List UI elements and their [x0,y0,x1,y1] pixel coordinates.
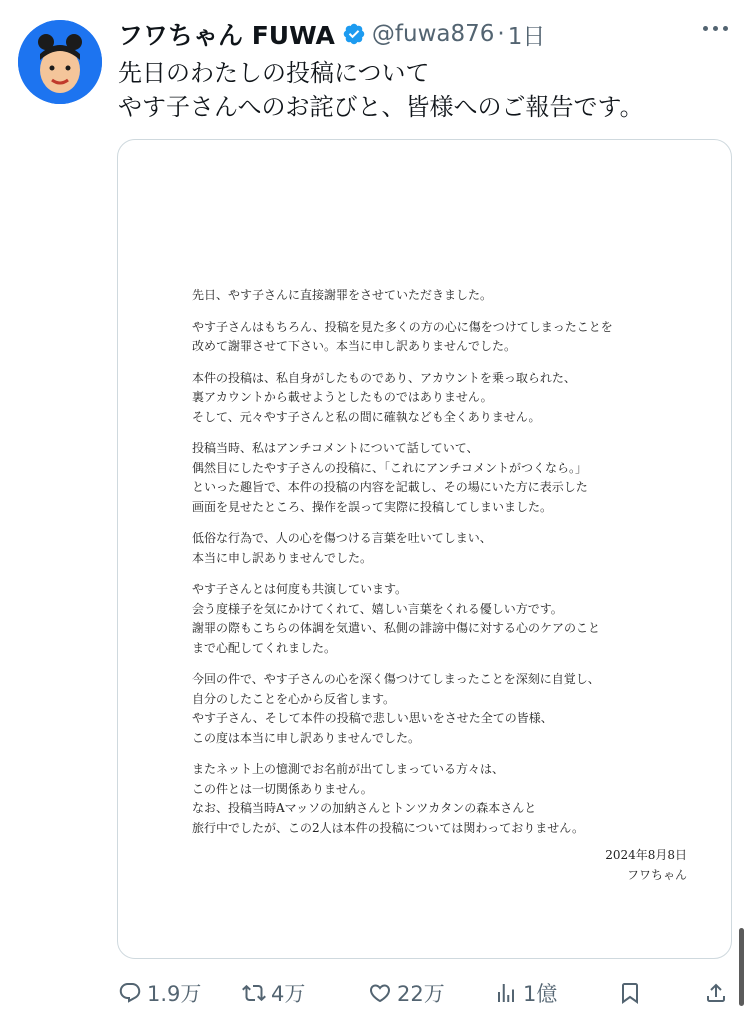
letter-paragraph [192,369,682,428]
letter-date: 2024年8月8日 [605,848,687,862]
letter-line: 謝罪の際もこちらの体調を気遣い、私側の誹謗中傷に対する心のケアのこと [192,621,601,635]
letter-paragraph [192,286,682,306]
action-bar [118,976,736,1010]
letter-line: 裏アカウントから載せようとしたものではありません。 [192,390,493,404]
share-button[interactable] [704,981,733,1005]
user-handle[interactable]: @fuwa876 [371,21,495,47]
letter-line: 投稿当時、私はアンチコメントについて話していて、 [192,441,479,455]
letter-line: またネット上の憶測でお名前が出てしまっている方々は、 [192,762,505,776]
letter-paragraph [192,670,682,748]
reply-button[interactable] [118,978,201,1008]
heart-icon [368,981,392,1005]
letter-line: やす子さんとは何度も共演しています。 [192,582,408,596]
repost-icon [242,981,266,1005]
views-button[interactable] [494,978,557,1008]
letter-paragraph [192,439,682,517]
letter-paragraph [192,580,682,658]
letter-line: 画面を見せたところ、操作を誤って実際に投稿してしまいました。 [192,499,553,514]
letter-line: 低俗な行為で、人の心を傷つける言葉を吐いてしまい、 [192,531,492,545]
letter-line: 先日、やす子さんに直接謝罪をさせていただきました。 [192,288,493,302]
reply-count: 1.9万 [147,982,202,1006]
display-name[interactable]: フワちゃん FUWA [118,21,335,50]
letter-paragraph [192,318,682,357]
letter-line: 旅行中でしたが、この2人は本件の投稿については関わっておりません。 [192,820,584,835]
verified-badge-icon [342,22,366,46]
more-options-icon[interactable] [699,18,732,39]
tweet-text-line: 先日のわたしの投稿について [118,59,430,87]
letter-paragraph [192,529,682,568]
share-icon [704,981,728,1005]
repost-button[interactable] [242,978,305,1008]
letter-line: この件とは一切関係ありません。 [192,781,373,796]
letter-signature [605,846,687,885]
like-count: 22万 [397,982,445,1006]
repost-count: 4万 [271,982,306,1006]
tweet-header [118,14,736,54]
views-count: 1億 [523,982,558,1006]
apology-letter [192,286,682,850]
letter-line: 本件の投稿は、私自身がしたものであり、アカウントを乗っ取られた、 [192,370,576,385]
views-chart-icon [494,981,518,1005]
letter-line: といった趣旨で、本件の投稿の内容を記載し、その場にいた方に表示した [192,480,588,494]
letter-line: 偶然目にしたやす子さんの投稿に、「これにアンチコメントがつくなら。」 [192,460,588,475]
letter-line: 本当に申し訳ありませんでした。 [192,550,373,565]
letter-line: やす子さんはもちろん、投稿を見た多くの方の心に傷をつけてしまったことを [192,319,613,334]
attached-image[interactable] [117,139,732,959]
scrollbar[interactable] [739,928,744,1006]
letter-line: そして、元々やす子さんと私の間に確執なども全くありません。 [192,409,541,424]
letter-line: なお、投稿当時Aマッソの加納さんとトンツカタンの森本さんと [192,801,537,815]
separator-dot: · [497,21,505,47]
letter-line: 自分のしたことを心から反省します。 [192,691,396,706]
tweet-text-line: やす子さんへのお詫びと、皆様へのご報告です。 [118,93,644,121]
reply-icon [118,981,142,1005]
letter-line: この度は本当に申し訳ありませんでした。 [192,730,421,745]
letter-line: やす子さん、そして本件の投稿で悲しい思いをさせた全ての皆様、 [192,711,553,725]
letter-signer: フワちゃん [626,867,687,882]
letter-line: 会う度様子を気にかけてくれて、嬉しい言葉をくれる優しい方です。 [192,601,563,616]
post-time[interactable]: 1日 [507,23,546,50]
bookmark-icon [618,981,642,1005]
avatar-image [18,20,102,104]
avatar[interactable] [18,20,102,104]
letter-line: まで心配してくれました。 [192,640,337,655]
letter-paragraph [192,760,682,838]
letter-line: 改めて謝罪させて下さい。本当に申し訳ありませんでした。 [192,339,517,353]
like-button[interactable] [368,978,445,1008]
tweet-text [118,56,730,124]
letter-line: 今回の件で、やす子さんの心を深く傷つけてしまったことを深刻に自覚し、 [192,672,600,686]
bookmark-button[interactable] [618,981,647,1005]
